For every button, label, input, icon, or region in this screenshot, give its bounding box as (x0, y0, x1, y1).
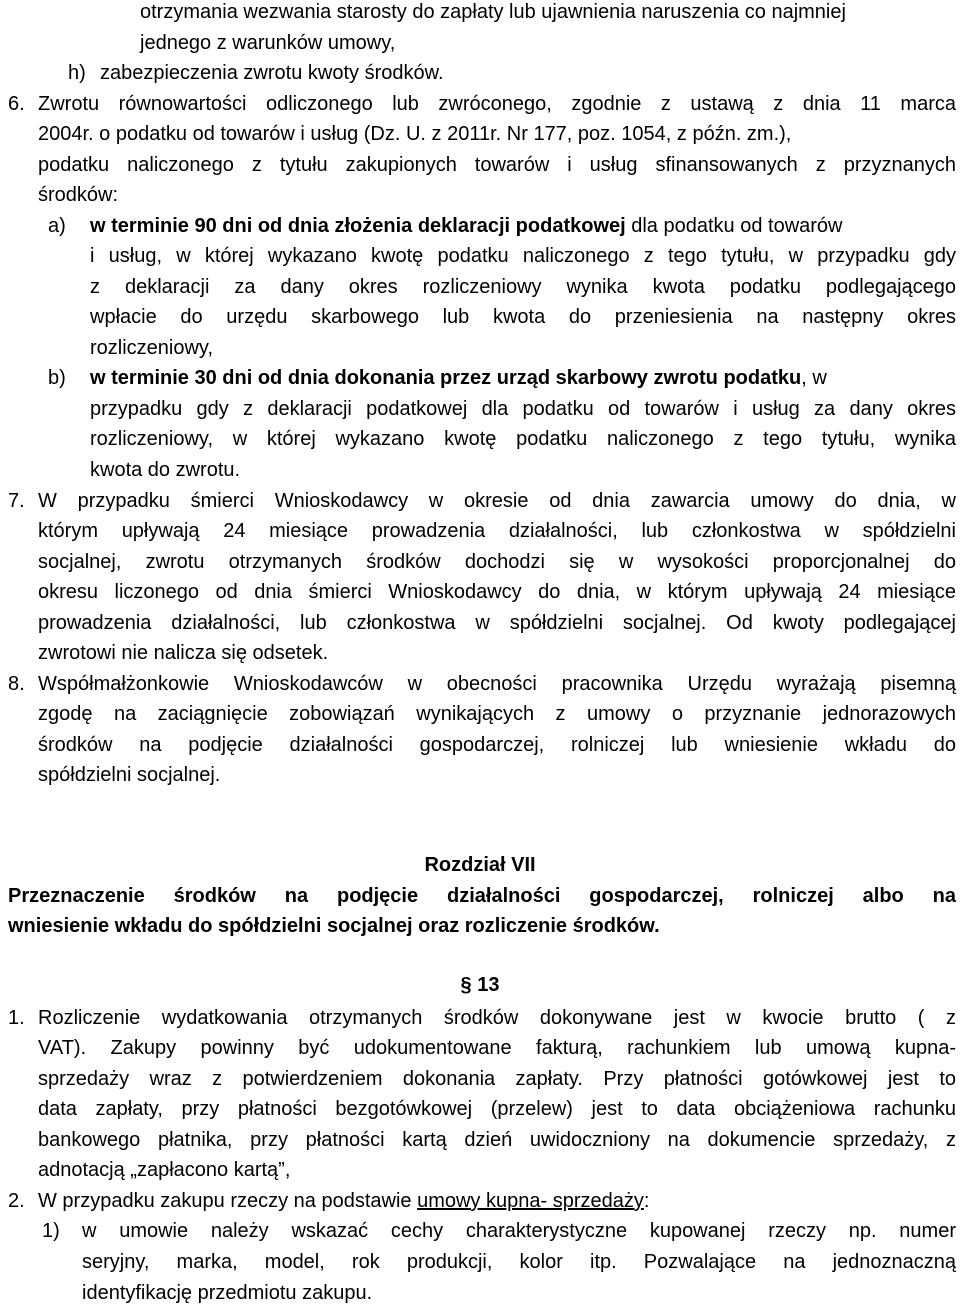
text-line: socjalnej, zwrotu otrzymanych środków dochodzi się w wysokości proporcjonalnej do (38, 551, 956, 573)
text-line: którym upływają 24 miesiące prowadzenia działalności, lub członkostwa w spółdzielni (38, 520, 956, 542)
text-span: W przypadku zakupu rzeczy na podstawie (38, 1190, 418, 1212)
text-line: i usług, w której wykazano kwotę podatku naliczonego z tego tytułu, w przypadku gdy (90, 245, 956, 267)
text-line: rozliczeniowy, (90, 337, 213, 359)
text-line: VAT). Zakupy powinny być udokumentowane fakturą, rachunkiem lub umową kupna- (38, 1037, 956, 1059)
chapter-title: Rozdział VII (424, 854, 536, 876)
text-line: rozliczeniowy, w której wykazano kwotę podatku naliczonego z tego tytułu, wynika (90, 428, 956, 450)
text-line: Zwrotu równowartości odliczonego lub zwróconego, zgodnie z ustawą z dnia 11 marca (38, 93, 956, 115)
text-span: dla podatku od towarów (625, 215, 843, 237)
bold-text: w terminie 30 dni od dnia dokonania przez urząd skarbowy zwrotu podatku (90, 367, 802, 389)
list-label: h) (68, 62, 86, 84)
section-mark: § 13 (460, 974, 500, 996)
text-line: data zapłaty, przy płatności bezgotówkowej (przelew) jest to data obciążeniowa rachunku (38, 1098, 956, 1120)
text-line: prowadzenia działalności, lub członkostwa w spółdzielni socjalnej. Od kwoty podlegającej (38, 612, 956, 634)
text-line: kwota do zwrotu. (90, 459, 241, 481)
text-line (90, 366, 827, 390)
underlined-text: umowy kupna- sprzedaży (417, 1190, 644, 1212)
text-line: środków na podjęcie działalności gospodarczej, rolniczej lub wniesienie wkładu do (38, 734, 956, 756)
text-line: zgodę na zaciągnięcie zobowiązań wynikających z umowy o przyznanie jednorazowych (38, 703, 956, 725)
list-number: 2. (8, 1190, 25, 1212)
list-label: 1) (42, 1220, 60, 1242)
text-line: podatku naliczonego z tytułu zakupionych towarów i usług sfinansowanych z przyznanych (38, 154, 956, 176)
text-line: Rozliczenie wydatkowania otrzymanych środków dokonywane jest w kwocie brutto ( z (38, 1007, 956, 1029)
text-line: otrzymania wezwania starosty do zapłaty lub ujawnienia naruszenia co najmniej (140, 1, 846, 23)
text-line: w umowie należy wskazać cechy charakterystyczne kupowanej rzeczy np. numer (82, 1220, 956, 1242)
text-line: Współmałżonkowie Wnioskodawców w obecności pracownika Urzędu wyrażają pisemną (38, 673, 956, 695)
text-line: środków: (38, 184, 119, 206)
text-span: , w (801, 367, 827, 389)
text-line: z deklaracji za dany okres rozliczeniowy wynika kwota podatku podlegającego (90, 276, 956, 298)
text-line: seryjny, marka, model, rok produkcji, kolor itp. Pozwalające na jednoznaczną (82, 1251, 956, 1273)
text-line: spółdzielni socjalnej. (38, 764, 221, 786)
list-number: 1. (8, 1007, 25, 1029)
list-label: b) (48, 367, 66, 389)
text-line: W przypadku śmierci Wnioskodawcy w okresie od dnia zawarcia umowy do dnia, w (38, 490, 956, 512)
text-line: zabezpieczenia zwrotu kwoty środków. (100, 62, 444, 84)
text-line: przypadku gdy z deklaracji podatkowej dla podatku od towarów i usług za dany okres (90, 398, 956, 420)
text-line: okresu liczonego od dnia śmierci Wnioskodawcy do dnia, w którym upływają 24 miesiące (38, 581, 956, 603)
text-line: bankowego płatnika, przy płatności kartą dzień uwidoczniony na dokumencie sprzedaży, z (38, 1129, 956, 1151)
text-span: : (643, 1190, 650, 1212)
text-line: zwrotowi nie nalicza się odsetek. (38, 642, 329, 664)
list-number: 8. (8, 673, 25, 695)
chapter-subtitle: Przeznaczenie środków na podjęcie działalności gospodarczej, rolniczej albo na (8, 885, 956, 907)
text-line: 2004r. o podatku od towarów i usług (Dz. U. z 2011r. Nr 177, poz. 1054, z późn. zm.), (38, 123, 792, 145)
chapter-subtitle: wniesienie wkładu do spółdzielni socjalnej oraz rozliczenie środków. (8, 915, 660, 937)
text-line: sprzedaży wraz z potwierdzeniem dokonania zapłaty. Przy płatności gotówkowej jest to (38, 1068, 956, 1090)
list-number: 7. (8, 490, 25, 512)
bold-text: w terminie 90 dni od dnia złożenia deklaracji podatkowej (90, 215, 626, 237)
list-label: a) (48, 215, 66, 237)
text-line (90, 214, 843, 238)
text-line: jednego z warunków umowy, (140, 32, 396, 54)
text-line: identyfikację przedmiotu zakupu. (82, 1282, 373, 1304)
text-line (38, 1189, 649, 1213)
text-line: wpłacie do urzędu skarbowego lub kwota do przeniesienia na następny okres (90, 306, 956, 328)
list-number: 6. (8, 93, 25, 115)
text-line: adnotacją „zapłacono kartą”, (38, 1159, 291, 1181)
